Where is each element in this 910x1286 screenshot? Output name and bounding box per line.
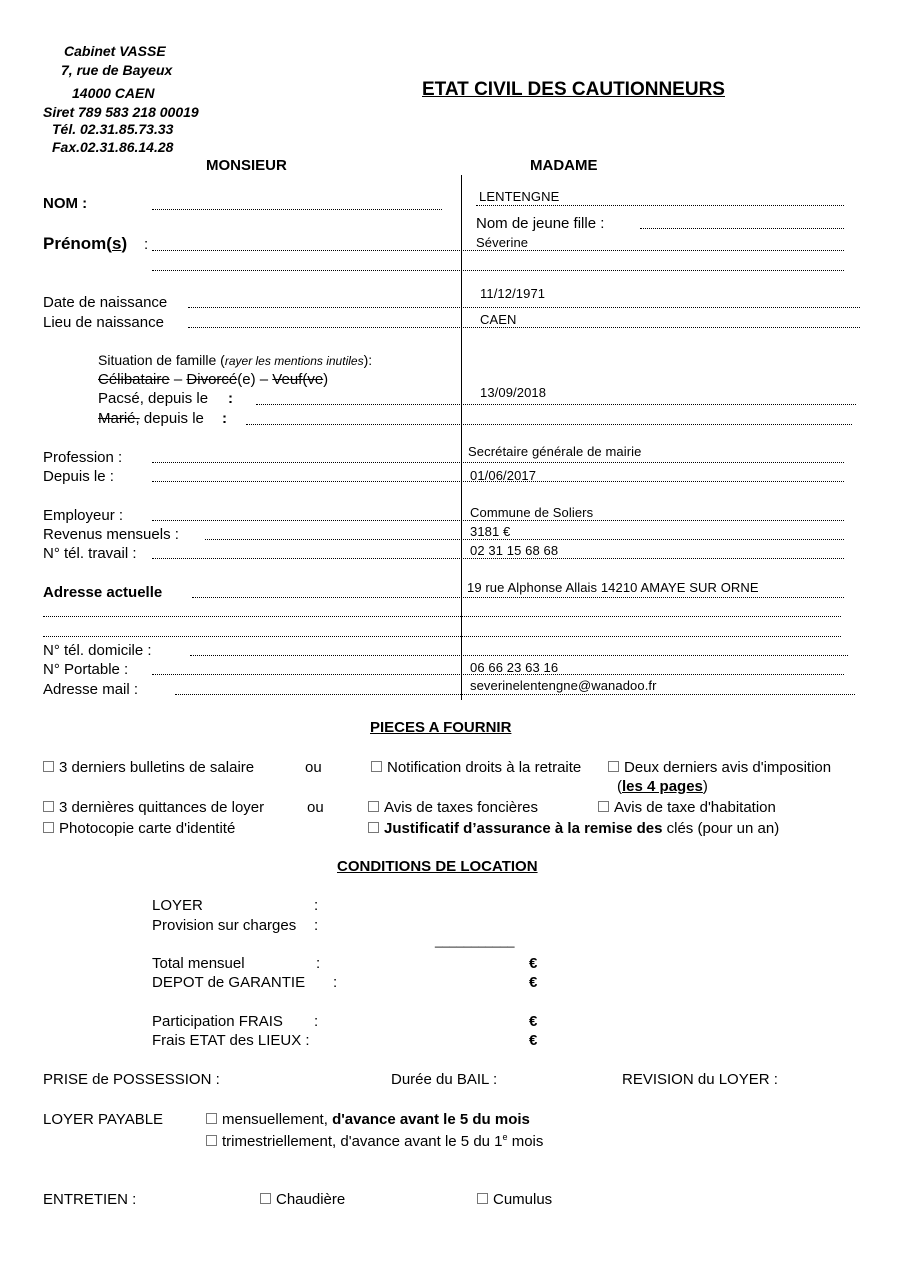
value-portable-madame[interactable]: 06 66 23 63 16 [470, 660, 559, 675]
label-marie: Marié, depuis le [98, 410, 204, 427]
option-chaudiere[interactable]: Chaudière [260, 1191, 345, 1208]
field-prenoms-line1[interactable] [152, 250, 844, 251]
field-profession[interactable] [152, 462, 844, 463]
company-fax: Fax.02.31.86.14.28 [52, 139, 174, 155]
piece-ou-2: ou [307, 799, 324, 816]
checkbox-icon[interactable] [206, 1135, 217, 1146]
checkbox-icon[interactable] [608, 761, 619, 772]
label-lieu-naissance: Lieu de naissance [43, 314, 164, 331]
value-prenom-madame[interactable]: Séverine [476, 235, 529, 250]
total-separator: ___________ [435, 933, 515, 948]
field-marie-date[interactable] [246, 424, 852, 425]
option-trimestriellement[interactable]: trimestriellement, d'avance avant le 5 du 1e mois [206, 1132, 543, 1150]
checkbox-icon[interactable] [43, 761, 54, 772]
column-divider [461, 175, 462, 700]
column-madame: MADAME [530, 157, 598, 174]
value-pacse-madame[interactable]: 13/09/2018 [480, 385, 547, 400]
total-euro: € [529, 955, 538, 972]
label-total: Total mensuel [152, 955, 245, 972]
label-loyer: LOYER [152, 897, 203, 914]
field-tel-domicile[interactable] [190, 655, 848, 656]
piece-notification[interactable]: Notification droits à la retraite [371, 759, 581, 776]
frais-etat-euro: € [529, 1032, 538, 1049]
field-adresse-line1[interactable] [192, 597, 844, 598]
company-street: 7, rue de Bayeux [61, 62, 173, 78]
value-nom-madame[interactable]: LENTENGNE [479, 189, 560, 204]
label-date-naissance: Date de naissance [43, 294, 168, 311]
checkbox-icon[interactable] [43, 801, 54, 812]
label-prise-possession: PRISE de POSSESSION : [43, 1071, 220, 1088]
label-frais-etat: Frais ETAT des LIEUX : [152, 1032, 310, 1049]
piece-taxes-foncieres[interactable]: Avis de taxes foncières [368, 799, 538, 816]
field-mail[interactable] [175, 694, 855, 695]
company-siret: Siret 789 583 218 00019 [43, 104, 199, 120]
label-adresse: Adresse actuelle [43, 584, 163, 601]
checkbox-icon[interactable] [477, 1193, 488, 1204]
value-mail-madame[interactable]: severinelentengne@wanadoo.fr [470, 678, 657, 693]
label-tel-domicile: N° tél. domicile : [43, 642, 152, 659]
field-pacse-date[interactable] [256, 404, 856, 405]
value-depuis-madame[interactable]: 01/06/2017 [470, 468, 537, 483]
company-city: 14000 CAEN [72, 85, 155, 101]
situation-options: Célibataire – Divorcé(e) – Veuf(ve) [98, 371, 329, 388]
value-employeur-madame[interactable]: Commune de Soliers [470, 505, 594, 520]
value-revenus-madame[interactable]: 3181 € [470, 524, 511, 539]
checkbox-icon[interactable] [368, 801, 379, 812]
label-pacse: Pacsé, depuis le [98, 390, 209, 407]
label-loyer-payable: LOYER PAYABLE [43, 1111, 164, 1128]
piece-bulletins[interactable]: 3 derniers bulletins de salaire [43, 759, 254, 776]
checkbox-icon[interactable] [260, 1193, 271, 1204]
total-colon: : [316, 955, 321, 972]
checkbox-icon[interactable] [368, 822, 379, 833]
piece-justificatif[interactable]: Justificatif d’assurance à la remise des clés (pour un an) [368, 820, 779, 837]
label-participation: Participation FRAIS [152, 1013, 283, 1030]
value-adresse-madame[interactable]: 19 rue Alphonse Allais 14210 AMAYE SUR ORNE [467, 580, 759, 595]
label-mail: Adresse mail : [43, 681, 139, 698]
option-mensuellement[interactable]: mensuellement, d'avance avant le 5 du mois [206, 1111, 530, 1128]
label-situation: Situation de famille (rayer les mentions inutiles): [98, 352, 373, 368]
piece-avis-imposition[interactable]: Deux derniers avis d'imposition [608, 759, 831, 776]
checkbox-icon[interactable] [598, 801, 609, 812]
pieces-title: PIECES A FOURNIR [370, 719, 512, 736]
field-nom-madame [476, 205, 844, 206]
depot-euro: € [529, 974, 538, 991]
label-pacse-colon: : [228, 390, 233, 407]
field-revenus[interactable] [205, 539, 844, 540]
option-cumulus[interactable]: Cumulus [477, 1191, 552, 1208]
label-nom: NOM : [43, 195, 88, 212]
participation-colon: : [314, 1013, 319, 1030]
field-lieu-naissance[interactable] [188, 327, 860, 328]
company-name: Cabinet VASSE [64, 43, 166, 59]
piece-taxe-habitation[interactable]: Avis de taxe d'habitation [598, 799, 776, 816]
field-employeur[interactable] [152, 520, 844, 521]
piece-photocopie[interactable]: Photocopie carte d'identité [43, 820, 235, 837]
value-date-naissance-madame[interactable]: 11/12/1971 [480, 286, 546, 301]
column-monsieur: MONSIEUR [206, 157, 287, 174]
checkbox-icon[interactable] [43, 822, 54, 833]
piece-les-4-pages: (les 4 pages) [617, 778, 708, 795]
checkbox-icon[interactable] [371, 761, 382, 772]
field-adresse-line3[interactable] [43, 636, 841, 637]
label-depot: DEPOT de GARANTIE [152, 974, 306, 991]
label-duree-bail: Durée du BAIL : [391, 1071, 498, 1088]
label-tel-travail: N° tél. travail : [43, 545, 137, 562]
value-profession-madame[interactable]: Secrétaire générale de mairie [468, 444, 642, 459]
field-date-naissance[interactable] [188, 307, 860, 308]
page-title: ETAT CIVIL DES CAUTIONNEURS [422, 79, 725, 100]
company-tel: Tél. 02.31.85.73.33 [52, 121, 174, 137]
label-entretien: ENTRETIEN : [43, 1191, 137, 1208]
label-prenoms: Prénom(s) [43, 234, 128, 253]
label-prenoms-colon: : [144, 236, 149, 253]
piece-quittances[interactable]: 3 dernières quittances de loyer [43, 799, 264, 816]
field-adresse-line2[interactable] [43, 616, 841, 617]
depot-colon: : [333, 974, 338, 991]
label-employeur: Employeur : [43, 507, 124, 524]
label-marie-colon: : [222, 410, 227, 427]
piece-ou-1: ou [305, 759, 322, 776]
field-tel-travail[interactable] [152, 558, 844, 559]
loyer-colon: : [314, 897, 319, 914]
label-depuis: Depuis le : [43, 468, 114, 485]
label-revenus: Revenus mensuels : [43, 526, 179, 543]
field-prenoms-line2[interactable] [152, 270, 844, 271]
label-provision: Provision sur charges [152, 917, 297, 934]
conditions-title: CONDITIONS DE LOCATION [337, 858, 538, 875]
value-tel-travail-madame[interactable]: 02 31 15 68 68 [470, 543, 559, 558]
field-nom-jeune-fille[interactable] [640, 228, 844, 229]
label-portable: N° Portable : [43, 661, 129, 678]
value-lieu-naissance-madame[interactable]: CAEN [480, 312, 517, 327]
label-profession: Profession : [43, 449, 123, 466]
label-revision-loyer: REVISION du LOYER : [622, 1071, 778, 1088]
field-nom-monsieur[interactable] [152, 209, 442, 210]
label-nom-jeune-fille: Nom de jeune fille : [476, 215, 605, 232]
participation-euro: € [529, 1013, 538, 1030]
provision-colon: : [314, 917, 319, 934]
checkbox-icon[interactable] [206, 1113, 217, 1124]
